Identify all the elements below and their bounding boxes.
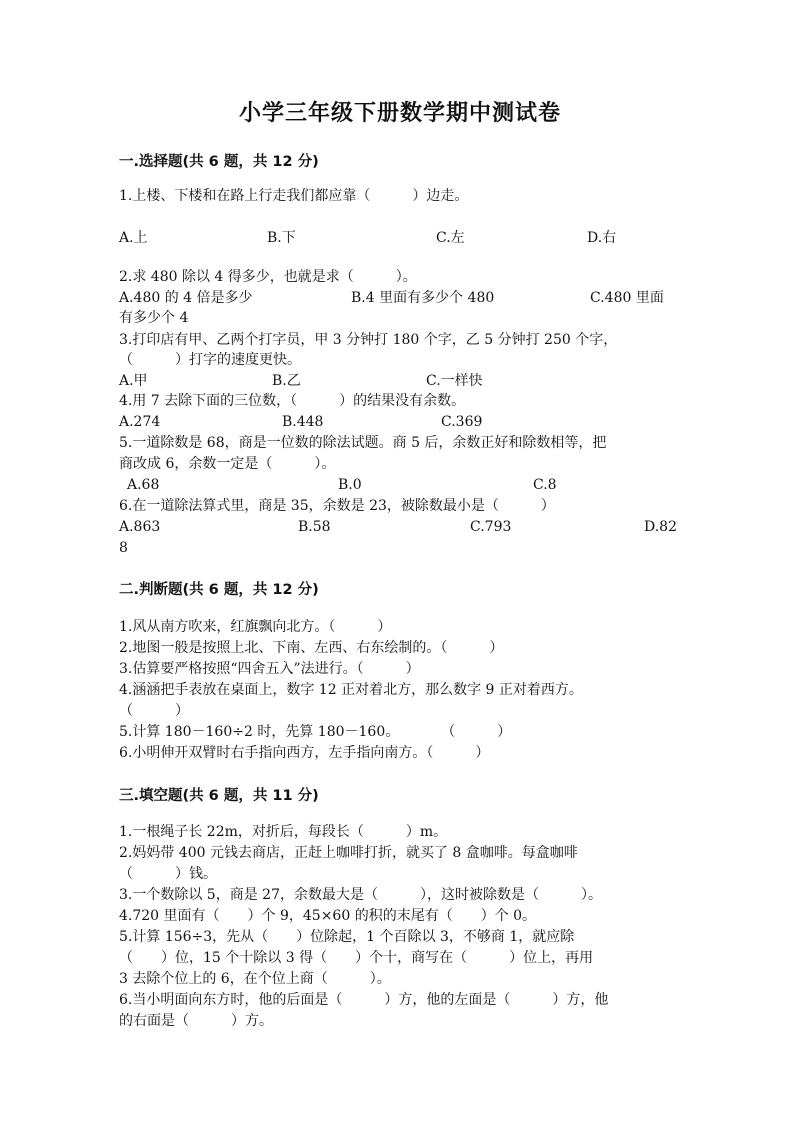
q3-stem: 3.打印店有甲、乙两个打字员，甲 3 分钟打 180 个字，乙 5 分钟打 250 个字， [119, 332, 618, 348]
q6-option-d: D.82 [644, 519, 677, 535]
fill-line: 4.720 里面有（ ）个 9，45×60 的积的末尾有（ ）个 0。 [119, 908, 537, 924]
section-heading-judgment: 二.判断题(共 6 题，共 12 分) [119, 582, 319, 598]
q2-option-a: A.480 的 4 倍是多少 [119, 290, 253, 306]
q1-stem: 1.上楼、下楼和在路上行走我们都应靠（ ）边走。 [119, 188, 469, 204]
q5-option-c: C.8 [533, 477, 557, 493]
page-title: 小学三年级下册数学期中测试卷 [238, 101, 561, 126]
fill-line: 5.计算 156÷3，先从（ ）位除起，1 个百除以 3，不够商 1，就应除 [119, 929, 575, 945]
q5-option-b: B.0 [338, 477, 362, 493]
q4-option-c: C.369 [441, 414, 483, 430]
section-heading-choice: 一.选择题(共 6 题，共 12 分) [119, 154, 319, 170]
fill-line: 1.一根绳子长 22m，对折后，每段长（ ）m。 [119, 824, 448, 840]
section-heading-fill-blank: 三.填空题(共 6 题，共 11 分) [119, 788, 319, 804]
judgment-line: 6.小明伸开双臂时右手指向西方，左手指向南方。（ ） [119, 745, 490, 761]
q3-option-a: A.甲 [119, 373, 148, 389]
q1-option-c: C.左 [436, 230, 465, 246]
q2-option-c-cont: 有多少个 4 [119, 310, 189, 326]
q1-option-d: D.右 [587, 230, 617, 246]
q2-stem: 2.求 480 除以 4 得多少，也就是求（ ）。 [119, 269, 417, 285]
judgment-line: 5.计算 180－160÷2 时，先算 180－160。 （ ） [119, 724, 512, 740]
fill-line: （ ）位，15 个十除以 3 得（ ）个十，商写在（ ）位上，再用 [119, 950, 594, 966]
q2-option-b: B.4 里面有多少个 480 [351, 290, 495, 306]
q6-option-d-cont: 8 [119, 540, 128, 556]
q6-stem: 6.在一道除法算式里，商是 35，余数是 23，被除数最小是（ ） [119, 498, 555, 514]
judgment-line: 4.涵涵把手表放在桌面上，数字 12 正对着北方，那么数字 9 正对着西方。 [119, 682, 583, 698]
q1-option-a: A.上 [119, 230, 148, 246]
q6-option-c: C.793 [470, 519, 512, 535]
judgment-line: 2.地图一般是按照上北、下南、左西、右东绘制的。（ ） [119, 640, 504, 656]
q2-option-c: C.480 里面 [590, 290, 664, 306]
q3-stem-cont: （ ）打字的速度更快。 [119, 352, 301, 368]
fill-line: 的右面是（ ）方。 [119, 1013, 273, 1029]
fill-line: 6.当小明面向东方时，他的后面是（ ）方，他的左面是（ ）方，他 [119, 992, 609, 1008]
judgment-line: （ ） [119, 703, 189, 719]
q5-option-a: A.68 [127, 477, 160, 493]
q3-option-b: B.乙 [272, 373, 301, 389]
q5-stem: 5.一道除数是 68，商是一位数的除法试题。商 5 后，余数正好和除数相等，把 [119, 435, 607, 451]
q3-option-c: C.一样快 [426, 373, 483, 389]
fill-line: 3.一个数除以 5，商是 27，余数最大是（ ），这时被除数是（ ）。 [119, 887, 602, 903]
fill-line: （ ）钱。 [119, 866, 217, 882]
judgment-line: 3.估算要严格按照“四舍五入”法进行。（ ） [119, 661, 420, 677]
q6-option-b: B.58 [298, 519, 331, 535]
q1-option-b: B.下 [267, 230, 296, 246]
judgment-line: 1.风从南方吹来，红旗飘向北方。（ ） [119, 619, 392, 635]
q5-stem-cont: 商改成 6，余数一定是（ ）。 [119, 456, 336, 472]
fill-line: 3 去除个位上的 6，在个位上商（ ）。 [119, 971, 391, 987]
q4-option-b: B.448 [282, 414, 324, 430]
fill-line: 2.妈妈带 400 元钱去商店，正赶上咖啡打折，就买了 8 盒咖啡。每盒咖啡 [119, 845, 578, 861]
q4-option-a: A.274 [119, 414, 161, 430]
q4-stem: 4.用 7 去除下面的三位数，（ ）的结果没有余数。 [119, 393, 466, 409]
q6-option-a: A.863 [119, 519, 161, 535]
